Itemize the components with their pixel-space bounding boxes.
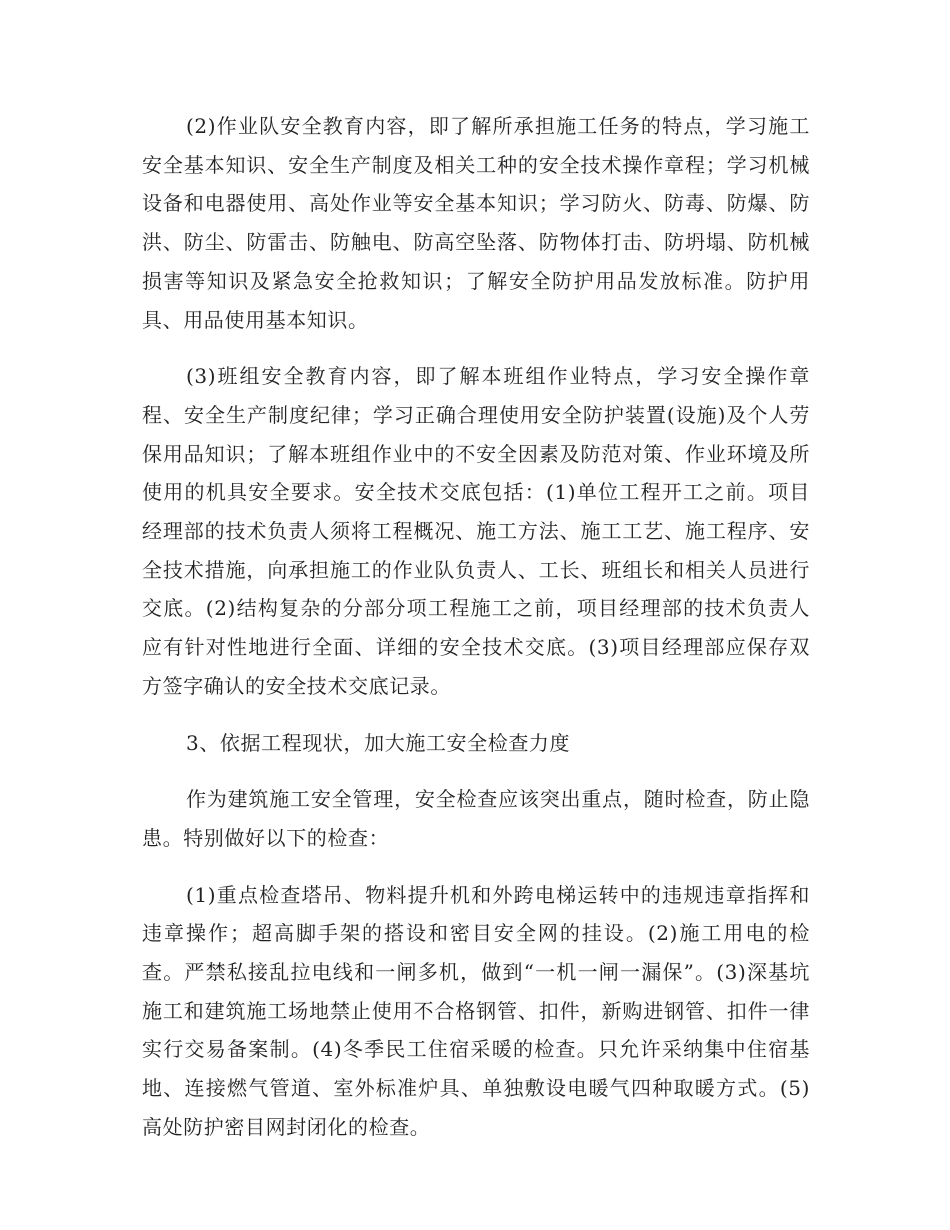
paragraph-group-education: (3)班组安全教育内容，即了解本班组作业特点，学习安全操作章程、安全生产制度纪律；学习正确合理使用安全防护装置(设施)及个人劳保用品知识；了解本班组作业中的不安全因素及防范对策、作业环境及所使用的机具安全要求。安全技术交底包括：(1)单位工程开工之前。项目经理部的技术负责人须将工程概况、施工方法、施工工艺、施工程序、安全技术措施，向承担施工的作业队负责人、工长、班组长和相关人员进行交底。(2)结构复杂的分部分项工程施工之前，项目经理部的技术负责人应有针对性地进行全面、详细的安全技术交底。(3)项目经理部应保存双方签字确认的安全技术交底记录。 bbox=[142, 364, 810, 698]
document-body bbox=[142, 107, 810, 1165]
paragraph-inspection-items: (1)重点检查塔吊、物料提升机和外跨电梯运转中的违规违章指挥和违章操作；超高脚手架的搭设和密目安全网的挂设。(2)施工用电的检查。严禁私接乱拉电线和一闸多机，做到“一机一闸一漏保”。(3)深基坑施工和建筑施工场地禁止使用不合格钢管、扣件，新购进钢管、扣件一律实行交易备案制。(4)冬季民工住宿采暖的检查。只允许采纳集中住宿基地、连接燃气管道、室外标准炉具、单独敷设电暖气四种取暖方式。(5)高处防护密目网封闭化的检查。 bbox=[142, 882, 810, 1139]
section-heading-inspection: 3、依据工程现状，加大施工安全检查力度 bbox=[186, 730, 571, 755]
paragraph-inspection-intro: 作为建筑施工安全管理，安全检查应该突出重点，随时检查，防止隐患。特别做好以下的检查： bbox=[142, 787, 810, 850]
paragraph-team-education: (2)作业队安全教育内容，即了解所承担施工任务的特点，学习施工安全基本知识、安全生产制度及相关工种的安全技术操作章程；学习机械设备和电器使用、高处作业等安全基本知识；学习防火、防毒、防爆、防洪、防尘、防雷击、防触电、防高空坠落、防物体打击、防坍塌、防机械损害等知识及紧急安全抢救知识；了解安全防护用品发放标准。防护用具、用品使用基本知识。 bbox=[142, 114, 810, 332]
